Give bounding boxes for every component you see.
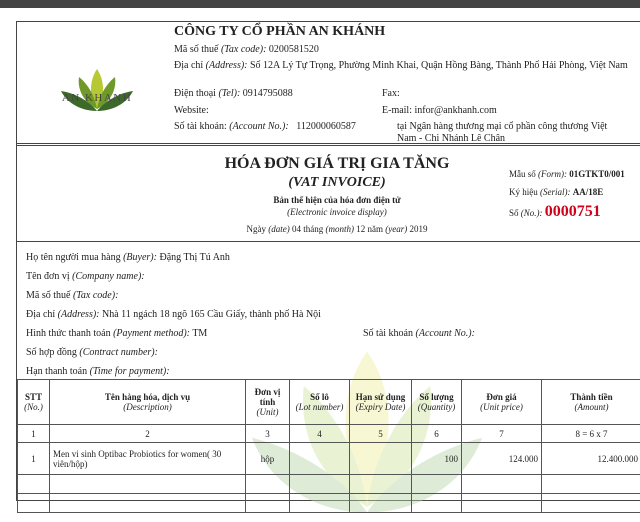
invoice-serial: Ký hiệu (Serial): AA/18E — [509, 187, 603, 197]
col-no: STT (No.) — [18, 380, 50, 425]
index-cell: 8 = 6 x 7 — [542, 425, 640, 443]
seller-header — [17, 22, 640, 146]
contract-number: Số hợp đồng (Contract number): — [26, 347, 158, 358]
buyer-account: Số tài khoản (Account No.): — [363, 328, 475, 339]
payment-method: Hình thức thanh toán (Payment method): TM — [26, 328, 207, 339]
index-cell: 6 — [412, 425, 462, 443]
item-quantity: 100 — [412, 443, 462, 475]
buyer-address: Địa chỉ (Address): Nhà 11 ngách 18 ngõ 165 Cầu Giấy, thành phố Hà Nội — [26, 309, 321, 320]
col-unit: Đơn vị tính (Unit) — [246, 380, 290, 425]
invoice-title-en: (VAT INVOICE) — [167, 175, 507, 191]
index-cell: 4 — [290, 425, 350, 443]
index-row — [18, 425, 640, 443]
item-description: Men vi sinh Optibac Probiotics for women( 30 viên/hộp) — [50, 443, 246, 475]
invoice-date: Ngày (date) 04 tháng (month) 12 năm (year) 2019 — [167, 224, 507, 234]
col-description: Tên hàng hóa, dịch vụ (Description) — [50, 380, 246, 425]
seller-tax-code: Mã số thuế (Tax code): 0200581520 — [174, 44, 319, 55]
seller-email: E-mail: infor@ankhanh.com — [382, 105, 497, 116]
index-cell: 7 — [462, 425, 542, 443]
col-amount: Thành tiền (Amount) — [542, 380, 640, 425]
invoice-subtitle: Bản thể hiện của hóa đơn điện tử — [167, 195, 507, 205]
table-header-row — [18, 380, 640, 425]
buyer-company: Tên đơn vị (Company name): — [26, 271, 145, 282]
item-expiry — [350, 443, 412, 475]
col-lot: Số lô (Lot number) — [290, 380, 350, 425]
index-cell: 2 — [50, 425, 246, 443]
item-lot — [290, 443, 350, 475]
item-no: 1 — [18, 443, 50, 475]
item-amount: 12.400.000 — [542, 443, 640, 475]
item-unit-price: 124.000 — [462, 443, 542, 475]
invoice-document — [16, 21, 640, 501]
index-cell: 3 — [246, 425, 290, 443]
top-bar — [0, 0, 640, 8]
buyer-tax-code: Mã số thuế (Tax code): — [26, 290, 118, 301]
invoice-title: HÓA ĐƠN GIÁ TRỊ GIA TĂNG — [167, 155, 507, 173]
invoice-title-section — [17, 149, 640, 242]
seller-bank: tại Ngân hàng thương mại cổ phần công thương Việt Nam - Chi Nhánh Lê Chân — [397, 121, 627, 145]
index-cell: 5 — [350, 425, 412, 443]
index-cell: 1 — [18, 425, 50, 443]
table-row — [18, 443, 640, 475]
item-unit: hộp — [246, 443, 290, 475]
seller-account: Số tài khoản: (Account No.): 112000060587 — [174, 121, 356, 132]
buyer-name: Họ tên người mua hàng (Buyer): Đặng Thị Tú Anh — [26, 252, 230, 263]
items-table — [17, 379, 640, 513]
seller-website: Website: — [174, 105, 209, 116]
invoice-form: Mẫu số (Form): 01GTKT0/001 — [509, 169, 625, 179]
col-unit-price: Đơn giá (Unit price) — [462, 380, 542, 425]
logo-text: AN KHANH — [47, 92, 147, 104]
col-quantity: Số lượng (Quantity) — [412, 380, 462, 425]
seller-tel: Điện thoại (Tel): 0914795088 — [174, 88, 293, 99]
company-name: CÔNG TY CỔ PHẦN AN KHÁNH — [174, 24, 385, 40]
invoice-number: Số (No.): 0000751 — [509, 203, 601, 221]
empty-row — [18, 475, 640, 494]
seller-fax: Fax: — [382, 88, 400, 99]
col-expiry: Hạn sử dụng (Expiry Date) — [350, 380, 412, 425]
seller-address: Địa chỉ (Address): Số 12A Lý Tự Trọng, Phường Minh Khai, Quận Hồng Bàng, Thành Phố Hải Phòng, Việt Nam — [174, 60, 634, 72]
invoice-subtitle-en: (Electronic invoice display) — [167, 207, 507, 217]
payment-term: Hạn thanh toán (Time for payment): — [26, 366, 170, 377]
empty-row — [18, 494, 640, 513]
